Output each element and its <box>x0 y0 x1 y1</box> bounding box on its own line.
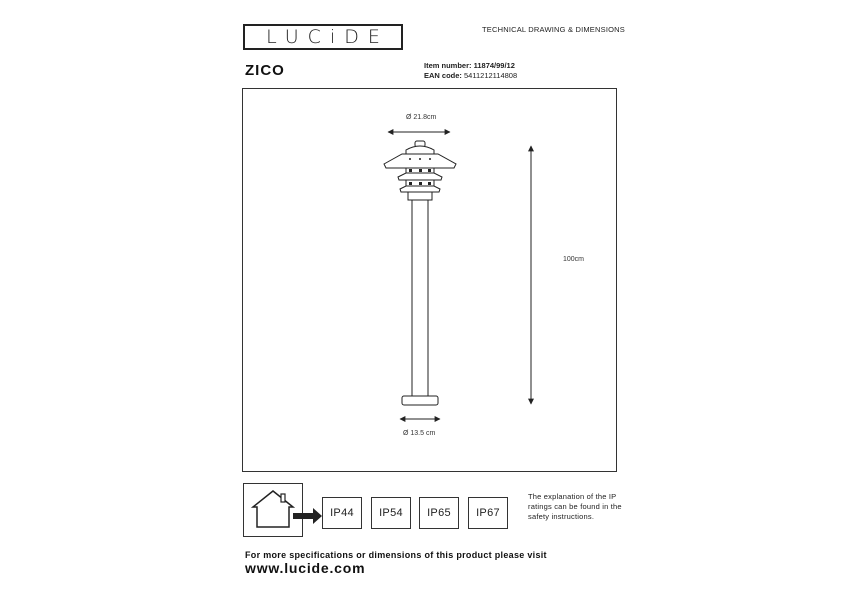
ean-label: EAN code: <box>424 71 462 80</box>
item-number-row <box>424 61 515 70</box>
height-label: 100cm <box>563 256 585 263</box>
lamp-drawing <box>242 88 617 472</box>
ean-row <box>424 71 517 80</box>
website-link[interactable]: www.lucide.com <box>245 560 366 576</box>
ip-rating-badge: IP67 <box>468 497 508 529</box>
house-arrow-icon <box>243 483 329 537</box>
item-number-label: Item number: <box>424 61 472 70</box>
ip-rating-note: The explanation of the IP ratings can be found in the safety instructions. <box>528 492 622 521</box>
ip-rating-badge: IP54 <box>371 497 411 529</box>
lamp-shape <box>384 141 456 405</box>
ip-rating-badge: IP44 <box>322 497 362 529</box>
footer-text: For more specifications or dimensions of this product please visit <box>245 550 547 560</box>
brand-logo: LUCiDE <box>243 24 403 50</box>
ean-value: 5411212114808 <box>464 71 518 80</box>
base-diameter-label: Ø 13.5 cm <box>403 430 436 437</box>
item-number-value: 11874/99/12 <box>473 61 515 70</box>
document-title: TECHNICAL DRAWING & DIMENSIONS <box>482 25 625 34</box>
ip-rating-badge: IP65 <box>419 497 459 529</box>
top-diameter-label: Ø 21.8cm <box>406 114 437 121</box>
product-name: ZICO <box>245 62 285 79</box>
